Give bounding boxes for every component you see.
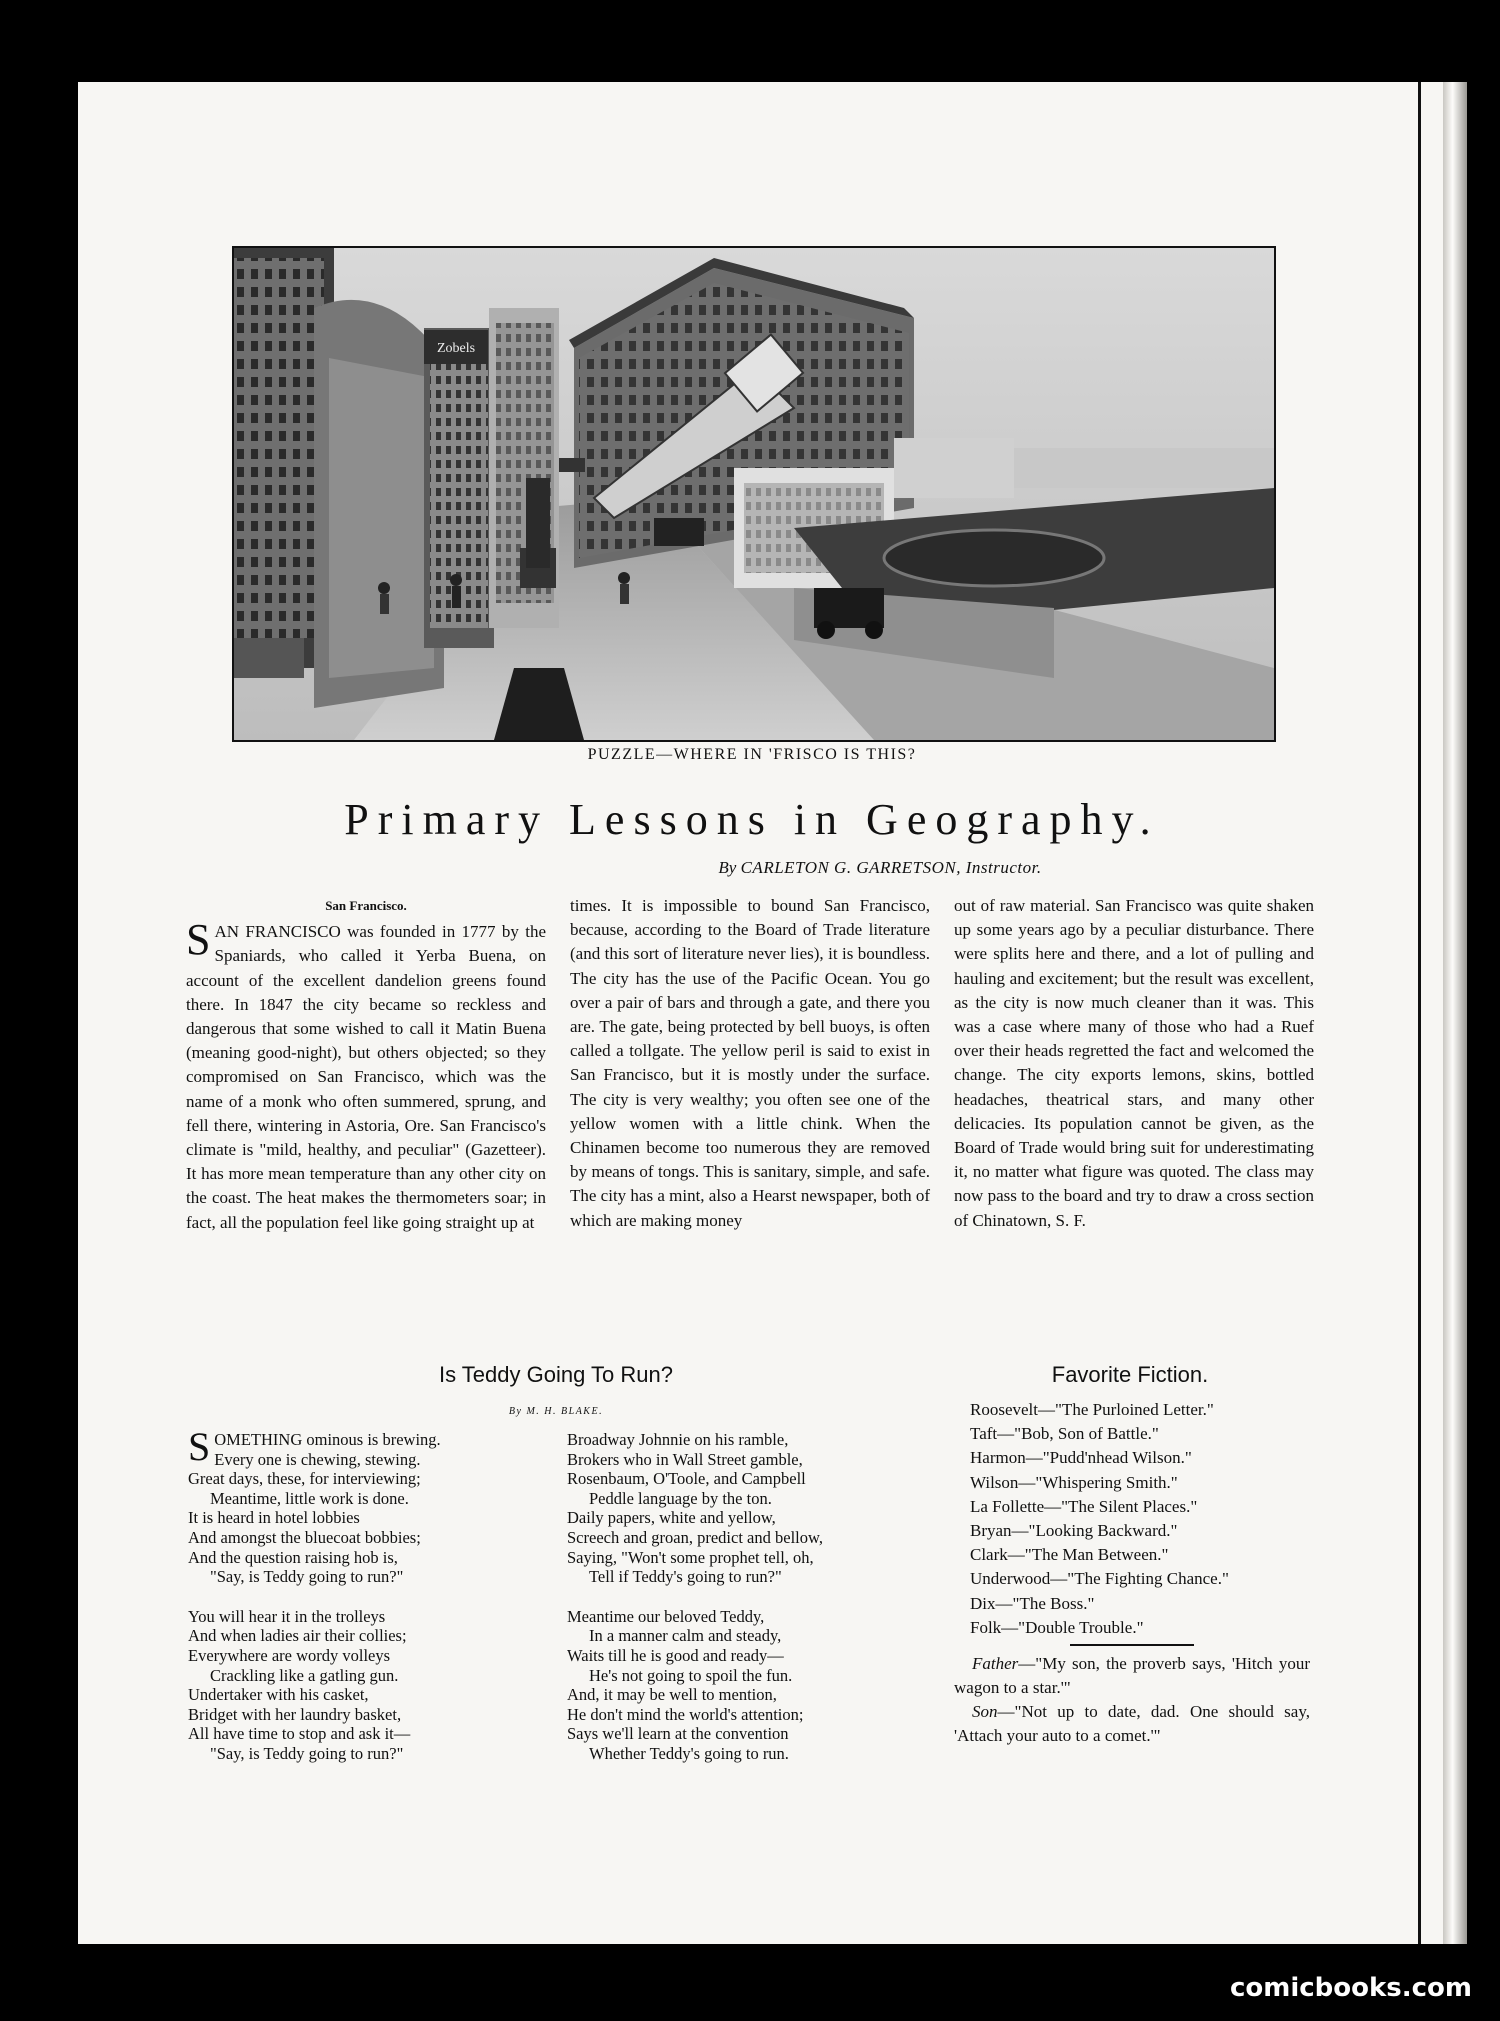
poem-line: Daily papers, white and yellow, [567,1508,776,1528]
page-border-line [1418,82,1421,1944]
poem-line: Saying, "Won't some prophet tell, oh, [567,1547,814,1567]
fiction-item: Roosevelt—"The Purloined Letter." [970,1400,1214,1419]
article-column-3 [954,894,1314,1233]
fiction-item: Folk—"Double Trouble." [970,1617,1144,1637]
poem-line: He don't mind the world's attention; [567,1704,804,1724]
poem-line: You will hear it in the trolleys [188,1606,386,1626]
poem-line: It is heard in hotel lobbies [188,1508,360,1528]
poem-column-2 [567,1430,927,1764]
poem-line: And amongst the bluecoat bobbies; [188,1527,421,1547]
joke-text-2: —"Not up to date, dad. One should say, 'Attach your auto to a comet.'" [954,1702,1310,1745]
article-title: Primary Lessons in Geography. [344,795,1160,844]
poem-dropcap: S [188,1424,211,1469]
column-1-body: AN FRANCISCO was founded in 1777 by the Spaniards, who called it Yerba Buena, on account of the excellent dandelion greens found there. In 1847 the city became so reckless and dangerous that some wished to call it Matin Buena (meaning good-night), but others objected; so they compromised on San Francisco, which was the name of a monk who often summered, sprung, and fell there, wintering in Astoria, Ore. San Francisco's climate is "mild, healthy, and peculiar" (Gazetteer). It has more mean temperature than any other city on the coast. The heat makes the thermometers soar; in fact, all the population feel like going straight up at [186,922,546,1232]
poem-first-line-text: OMETHING ominous is brewing. [214,1430,441,1449]
facing-page-edge [1443,82,1467,1944]
column-2-text: times. It is impossible to bound San Francisco, because, according to the Board of Trade literature (and this sort of literature never lies), it is boundless. The city has the use of the Pacific Ocean. You go over a pair of bars and through a gate, and there you are. The gate, being protected by bell buoys, is often called a tollgate. The yellow peril is said to exist in San Francisco, but it is mostly under the surface. The city is very wealthy; you often see one of the yellow women with a little chink. When the Chinamen become too numerous they are removed by means of tongs. This is sanitary, simple, and safe. The city has a mint, also a Hearst newspaper, both of which are making money [570,896,930,1230]
poem-line: Rosenbaum, O'Toole, and Campbell [567,1469,806,1489]
poem-line: Peddle language by the ton. [589,1488,772,1508]
fiction-item: Underwood—"The Fighting Chance." [970,1569,1229,1589]
photo-caption: PUZZLE—WHERE IN 'FRISCO IS THIS? [587,746,917,763]
article-column-2 [570,894,930,1233]
poem-line: All have time to stop and ask it— [188,1724,411,1744]
poem-line: Great days, these, for interviewing; [188,1469,421,1489]
joke-line-1 [954,1652,1310,1700]
poem-column-1 [188,1424,538,1764]
joke-text-1: —"My son, the proverb says, 'Hitch your wagon to a star.'" [954,1654,1310,1697]
poem-line: Meantime, little work is done. [210,1488,409,1508]
byline-prefix: By [718,858,737,877]
poem-line: Every one is chewing, stewing. [214,1449,421,1469]
article-subhead: San Francisco. [325,898,407,913]
fiction-item: Taft—"Bob, Son of Battle." [970,1424,1159,1444]
fiction-item: Wilson—"Whispering Smith." [970,1472,1178,1492]
section-divider [1070,1644,1194,1646]
poem-stanza-4 [567,1607,927,1764]
poem-line: Says we'll learn at the convention [567,1724,789,1744]
poem-stanza-2 [188,1607,538,1764]
joke-line-2 [954,1700,1310,1748]
fiction-item: Clark—"The Man Between." [970,1545,1169,1565]
poem-line: In a manner calm and steady, [589,1626,782,1646]
photo-illustration [234,248,1274,740]
street-photograph [232,246,1276,742]
article-dropcap: S [186,915,211,965]
joke [954,1652,1310,1748]
poem-line: Everywhere are wordy volleys [188,1645,391,1665]
site-watermark: comicbooks.com [1229,1973,1472,2003]
poem-line: Screech and groan, predict and bellow, [567,1527,823,1547]
poem-line: Undertaker with his casket, [188,1685,369,1705]
poem-line: Brokers who in Wall Street gamble, [567,1449,803,1469]
poem-title: Is Teddy Going To Run? [438,1362,673,1387]
joke-speaker-father: Father [972,1654,1019,1673]
column-3-text: out of raw material. San Francisco was quite shaken up some years ago by a peculiar disturbance. There were splits here and there, and a lot of pulling and hauling and excitement; but the result was excellent, as the city is now much cleaner than it was. This was a case where many of those who had a Ruef over their heads regretted the fact and welcomed the change. The city exports lemons, skins, bottled headaches, theatrical stars, and many other delicacies. Its population cannot be given, as the Board of Trade would bring suit for underestimating it, no matter what figure was quoted. The class may now pass to the board and try to draw a cross section of Chinatown, S. F. [954,896,1314,1230]
poem-line: Meantime our beloved Teddy, [567,1606,765,1626]
poem-byline: By M. H. BLAKE. [508,1406,604,1417]
poem-line: "Say, is Teddy going to run?" [210,1567,404,1587]
fiction-item: Harmon—"Pudd'nhead Wilson." [970,1448,1192,1468]
building-sign-text: Zobels [436,341,476,356]
poem-line: And, it may be well to mention, [567,1685,777,1705]
poem-line: Crackling like a gatling gun. [210,1665,399,1685]
byline-author: CARLETON G. GARRETSON, Instructor. [740,858,1042,877]
poem-line: And the question raising hob is, [188,1547,398,1567]
poem-line: Bridget with her laundry basket, [188,1704,402,1724]
article-column-1 [186,894,546,1235]
fiction-list [970,1398,1320,1640]
poem-line: Tell if Teddy's going to run?" [589,1567,782,1587]
poem-stanza-1 [188,1424,538,1587]
joke-speaker-son: Son [972,1702,998,1721]
article-byline [500,858,1260,878]
fiction-item: Dix—"The Boss." [970,1593,1095,1613]
poem-line: He's not going to spoil the fun. [589,1665,793,1685]
fiction-item: Bryan—"Looking Backward." [970,1521,1178,1541]
column-1-text [186,915,546,1235]
poem-line: And when ladies air their collies; [188,1626,407,1646]
poem-line: "Say, is Teddy going to run?" [210,1743,404,1763]
fiction-title: Favorite Fiction. [1051,1362,1209,1387]
poem-line: Whether Teddy's going to run. [589,1743,789,1763]
poem-stanza-3 [567,1430,927,1587]
fiction-item: La Follette—"The Silent Places." [970,1496,1198,1516]
poem-line: Broadway Johnnie on his ramble, [567,1430,789,1449]
poem-line: Waits till he is good and ready— [567,1645,784,1665]
